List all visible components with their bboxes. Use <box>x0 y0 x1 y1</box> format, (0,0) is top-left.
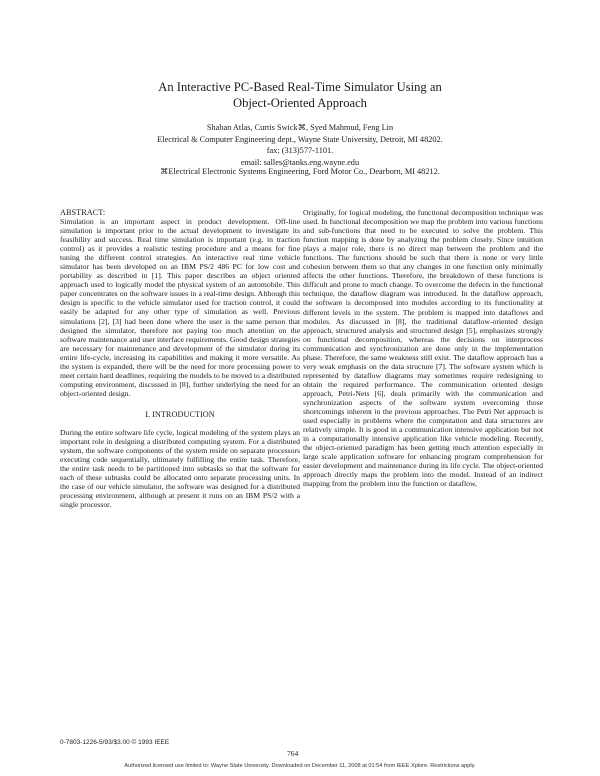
abstract-text: Simulation is an important aspect in product development. Off-line simulation is important prior to the actual development to investigate its feasibility and success. Real time simulation is important (e.g. in traction control) as it provides a realistic testing procedure and a means for fine tuning the different control strategies. An interactive real time vehicle simulator has been developed on an IBM PS/2 486 PC for low cost and portability as described in [1]. This paper describes an object oriented approach used to logically model the physical system of an automobile. This paper concentrates on the software issues in a real-time design. Although this design is specific to the vehicle simulator used for traction control, it could easily be adapted for any other type of simulation as well. Previous simulations [2], [3] had been done where the user is the same person that designed the simulator, therefore not paying too much attention on the software maintenance and user interface requirements. Good design strategies are necessary for maintenance and development of the simulator during its entire life-cycle, increasing its capabilities and making it more versatile. As the system is expanded, there will be the need for more processing power to meet certain hard deadlines, requiring the models to be moved to a distributed computing environment, discussed in [8], further underlying the need for an object-oriented design. <box>60 217 300 398</box>
author-block <box>60 122 540 168</box>
abstract-heading: ABSTRACT: <box>60 208 106 217</box>
page-number: 764 <box>287 749 299 758</box>
left-column <box>60 208 300 509</box>
title-line-2: Object-Oriented Approach <box>233 96 367 110</box>
right-column-text: Originally, for logical modeling, the functional decomposition technique was used. In functional decomposition we map the problem into various functions and sub-functions that need to be executed to solve the problem. This function mapping is done by analyzing the problem closely. Since intuition plays a major role, there is no direct map between the problem and the functions. The functions should be such that there is none or very little cohesion between them so that any changes in one function only minimally affects the other functions. Therefore, the breakdown of these functions is difficult and prone to much change. To overcome the defects in the functional technique, the dataflow diagram was introduced. In the dataflow approach, the software is decomposed into modules according to its functionality at different levels in the system. The problem is mapped into dataflows and modules. As discussed in [8], the traditional dataflow-oriented design approach, structured analysis and structured design [5], emphasizes strongly on functional decomposition, whereas the decisions on interprocess communication and synchronization are done only in the implementation phase. Therefore, the same weakness still exist. The dataflow approach has a very weak emphasis on the data structure [7]. The software system which is represented by dataflow diagrams may sometimes require redesigning to obtain the required performance. The communication oriented design approach, Petri-Nets [6], deals primarily with the communication and synchronization aspects of the software system overcoming those shortcomings inherent in the previous approaches. The Petri Net approach is used especially in problems where the computation and data structures are relatively simple. It is good in a communication intensive application but not in a computationally intensive application like vehicle modeling. Recently, the object-oriented paradigm has been getting much attention especially in large scale application software for enhancing program comprehension for easier development and maintenance during its life cycle. The object-oriented approach directly maps the problem into the model. Instead of an indirect mapping from the problem into the function or dataflow, <box>303 208 543 489</box>
right-column <box>303 208 543 488</box>
introduction-text: During the entire software life cycle, logical modeling of the system plays an important role in designing a distributed computing system. For a distributed system, the software components of the system reside on separate processors executing code sequentially, ultimately fulfilling the entire task. Therefore, the entire task needs to be partitioned into subtasks so that the software for each of these subtasks could be allocated onto separate processing units. In the case of our vehicle simulator, the software was designed for a distributed processing environment, although at present it runs on an IBM PS/2 with a single processor. <box>60 427 300 510</box>
fax: fax: (313)577-1101. <box>266 146 334 155</box>
introduction-heading: I. INTRODUCTION <box>145 409 215 419</box>
author-names: Shaban Atlas, Curtis Swick⌘, Syed Mahmud, Feng Lin <box>206 123 394 132</box>
copyright-notice: 0-7803-1226-5/93/$3.00 © 1993 IEEE <box>60 739 170 746</box>
affiliation-2: ⌘Electrical Electronic Systems Engineering, Ford Motor Co., Dearborn, MI 48212. <box>160 167 440 176</box>
title-line-1: An Interactive PC-Based Real-Time Simulator Using an <box>158 80 442 94</box>
affiliation: Electrical & Computer Engineering dept., Wayne State University, Detroit, MI 48202. <box>157 134 443 144</box>
email: email: salles@tanks.eng.wayne.edu <box>240 157 360 167</box>
license-footer: Authorized licensed use limited to: Wayne State University. Downloaded on December 11, 2008 at 01:54 from IEEE Xplore. Restrictions apply. <box>124 763 476 769</box>
paper-title <box>60 79 540 111</box>
